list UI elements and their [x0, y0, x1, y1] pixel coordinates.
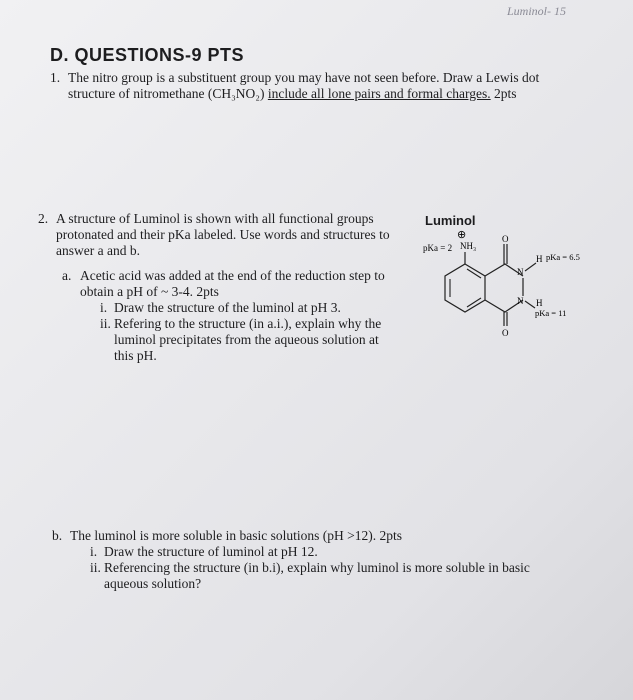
question-2b-ii-text-1: Referencing the structure (in b.i), explain why luminol is more soluble in basic [104, 560, 530, 575]
question-1 [50, 70, 570, 102]
question-2a-ii [100, 316, 422, 364]
oxygen-bottom-label: O [502, 328, 509, 338]
question-1-line-1 [50, 70, 570, 86]
question-2-text-2: protonated and their pKa labeled. Use words and structures to [56, 227, 390, 242]
question-2b-ii [90, 560, 612, 592]
question-2a-text-2: obtain a pH of ~ 3-4. 2pts [80, 284, 219, 299]
bond-nh-top [525, 263, 536, 271]
question-1-text-1: The nitro group is a substituent group you may have not seen before. Draw a Lewis dot [68, 70, 540, 85]
question-2a-ii-text-1: Refering to the structure (in a.i.), explain why the [114, 316, 382, 331]
question-2b-text-1: The luminol is more soluble in basic solutions (pH >12). 2pts [70, 528, 402, 543]
question-2b-i [90, 544, 612, 560]
oxygen-top-label: O [502, 234, 509, 244]
hydrogen-bottom-label: H [536, 298, 543, 308]
question-2a-ii-text-2: luminol precipitates from the aqueous solution at [114, 332, 379, 347]
luminol-structure-diagram [420, 208, 600, 348]
question-2b [52, 528, 612, 592]
question-2-text-1: A structure of Luminol is shown with all functional groups [56, 211, 374, 226]
pka-nh-bottom-label: pKa = 11 [535, 308, 567, 318]
question-2a-text-1: Acetic acid was added at the end of the reduction step to [80, 268, 385, 283]
nh3-label: NH₃ [460, 241, 477, 251]
question-1-text-2: structure of nitromethane (CH₃NO₂) [68, 86, 268, 101]
luminol-structure-figure [420, 208, 600, 348]
question-2b-i-text: Draw the structure of luminol at pH 12. [104, 544, 318, 559]
question-2a-i-text: Draw the structure of the luminol at pH 3. [114, 300, 341, 315]
question-2b-ii-numeral: ii. [90, 560, 101, 575]
question-2b-i-numeral: i. [90, 544, 98, 559]
question-2b-letter: b. [52, 528, 63, 543]
question-2a-ii-numeral: ii. [100, 316, 111, 331]
question-2-number: 2. [38, 211, 49, 226]
question-2 [38, 211, 418, 259]
benzene-double-bond-2 [467, 298, 481, 307]
benzene-ring [445, 264, 485, 312]
header-note: Luminol- 15 [507, 4, 567, 18]
question-2a-ii-text-3: this pH. [114, 348, 157, 363]
pka-amine-label: pKa = 2 [423, 243, 453, 253]
question-1-underlined-text: include all lone pairs and formal charges. [267, 86, 491, 101]
nitrogen-top-label: N [517, 267, 524, 277]
question-1-points: 2pts [490, 86, 517, 101]
question-2a-i-numeral: i. [100, 300, 108, 315]
ammonium-charge: ⊕ [457, 229, 467, 241]
question-1-line-2 [50, 86, 570, 102]
hydrogen-top-label: H [536, 254, 543, 264]
pka-nh-top-label: pKa = 6.5 [546, 252, 580, 262]
question-2a-line-1 [62, 268, 422, 284]
nitrogen-bottom-label: N [517, 296, 524, 306]
question-2-text-3: answer a and b. [56, 243, 140, 258]
section-title: D. QUESTIONS-9 PTS [50, 45, 245, 65]
question-2b-ii-text-2: aqueous solution? [104, 576, 202, 591]
question-2a [62, 268, 422, 364]
benzene-double-bond-3 [467, 269, 481, 278]
question-2-line-1 [38, 211, 418, 227]
question-2a-letter: a. [62, 268, 72, 283]
question-2b-line-1 [52, 528, 612, 544]
bond-nh-bottom [525, 301, 535, 308]
question-1-number: 1. [50, 70, 61, 85]
question-2a-i [100, 300, 422, 316]
luminol-title: Luminol [425, 213, 476, 228]
